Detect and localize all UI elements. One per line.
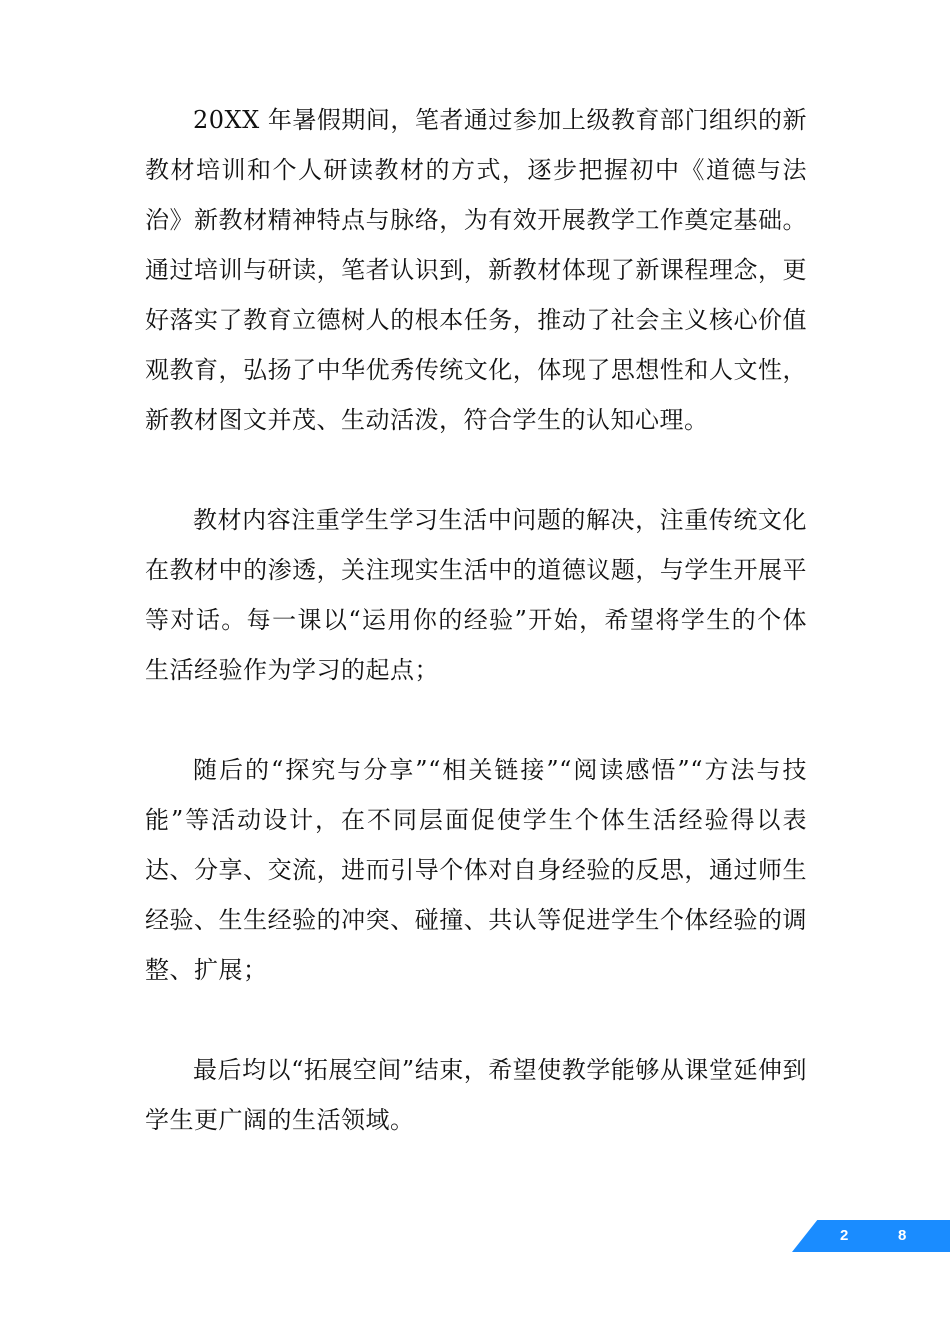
paragraph-4: 最后均以“拓展空间”结束，希望使教学能够从课堂延伸到学生更广阔的生活领域。	[145, 1056, 807, 1134]
page-number-badge	[792, 1220, 950, 1252]
paragraph-spacer	[145, 445, 807, 495]
paragraph-spacer	[145, 995, 807, 1045]
page-number-total: 8	[898, 1227, 907, 1244]
paragraph-spacer	[145, 695, 807, 745]
page-number-current: 2	[840, 1227, 849, 1244]
paragraph-3: 随后的“探究与分享”“相关链接”“阅读感悟”“方法与技能”等活动设计，在不同层面促使学生个体生活经验得以表达、分享、交流，进而引导个体对自身经验的反思，通过师生经验、生生经验的冲突、碰撞、共认等促进学生个体经验的调整、扩展；	[145, 756, 807, 984]
document-body	[145, 95, 807, 1145]
paragraph-1: 20XX 年暑假期间，笔者通过参加上级教育部门组织的新教材培训和个人研读教材的方式，逐步把握初中《道德与法治》新教材精神特点与脉络，为有效开展教学工作奠定基础。通过培训与研读，笔者认识到，新教材体现了新课程理念，更好落实了教育立德树人的根本任务，推动了社会主义核心价值观教育，弘扬了中华优秀传统文化，体现了思想性和人文性，新教材图文并茂、生动活泼，符合学生的认知心理。	[145, 106, 807, 434]
paragraph-2: 教材内容注重学生学习生活中问题的解决，注重传统文化在教材中的渗透，关注现实生活中的道德议题，与学生开展平等对话。每一课以“运用你的经验”开始，希望将学生的个体生活经验作为学习的起点；	[145, 506, 807, 684]
